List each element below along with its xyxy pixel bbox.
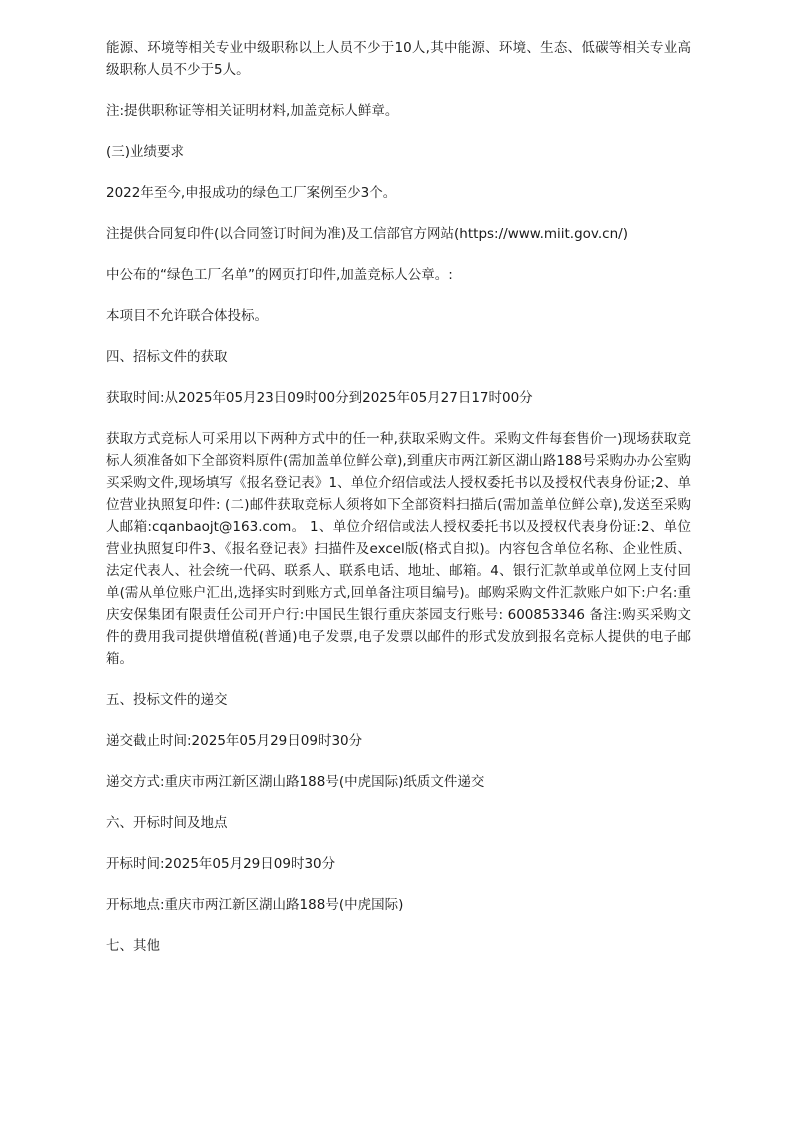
contract-note-paragraph: 注提供合同复印件(以合同签订时间为准)及工信部官方网站(https://www.miit.gov.cn/): [106, 226, 628, 242]
section-4-heading: 四、招标文件的获取: [106, 349, 228, 365]
submission-method-paragraph: 递交方式:重庆市两江新区湖山路188号(中虎国际)纸质文件递交: [106, 774, 485, 790]
consortium-paragraph: 本项目不允许联合体投标。: [106, 308, 268, 324]
submission-deadline-paragraph: 递交截止时间:2025年05月29日09时30分: [106, 733, 363, 749]
acquisition-time-paragraph: 获取时间:从2025年05月23日09时00分到2025年05月27日17时00分: [106, 390, 533, 406]
staff-requirement-paragraph: 能源、环境等相关专业中级职称以上人员不少于10人,其中能源、环境、生态、低碳等相关专业高级职称人员不少于5人。: [106, 40, 691, 78]
section-5-heading: 五、投标文件的递交: [106, 692, 228, 708]
opening-location-paragraph: 开标地点:重庆市两江新区湖山路188号(中虎国际): [106, 897, 404, 913]
staff-note-paragraph: 注:提供职称证等相关证明材料,加盖竞标人鲜章。: [106, 103, 399, 119]
section-7-heading: 七、其他: [106, 938, 160, 954]
performance-requirement-heading: (三)业绩要求: [106, 144, 185, 160]
opening-time-paragraph: 开标时间:2025年05月29日09时30分: [106, 856, 336, 872]
performance-requirement-paragraph: 2022年至今,申报成功的绿色工厂案例至少3个。: [106, 185, 397, 201]
document-body: [106, 37, 691, 976]
section-6-heading: 六、开标时间及地点: [106, 815, 228, 831]
acquisition-method-paragraph: 获取方式竞标人可采用以下两种方式中的任一种,获取采购文件。采购文件每套售价一)现场获取竞标人须准备如下全部资料原件(需加盖单位鲜公章),到重庆市两江新区湖山路188号采购办办公室购买采购文件,现场填写《报名登记表》1、单位介绍信或法人授权委托书以及授权代表身份证;2、单位营业执照复印件: (二)邮件获取竞标人须将如下全部资料扫描后(需加盖单位鲜公章),发送至采购人邮箱:cqanbaojt@163.com。 1、单位介绍信或法人授权委托书以及授权代表身份证:2、单位营业执照复印件3、《报名登记表》扫描件及excel版(格式自拟)。内容包含单位名称、企业性质、法定代表人、社会统一代码、联系人、联系电话、地址、邮箱。4、银行汇款单或单位网上支付回单(需从单位账户汇出,选择实时到账方式,回单备注项目编号)。邮购采购文件汇款账户如下:户名:重庆安保集团有限责任公司开户行:中国民生银行重庆茶园支行账号: 600853346 备注:购买采购文件的费用我司提供增值税(普通)电子发票,电子发票以邮件的形式发放到报名竞标人提供的电子邮箱。: [106, 431, 691, 667]
green-factory-list-paragraph: 中公布的“绿色工厂名单”的网页打印件,加盖竞标人公章。:: [106, 267, 453, 283]
